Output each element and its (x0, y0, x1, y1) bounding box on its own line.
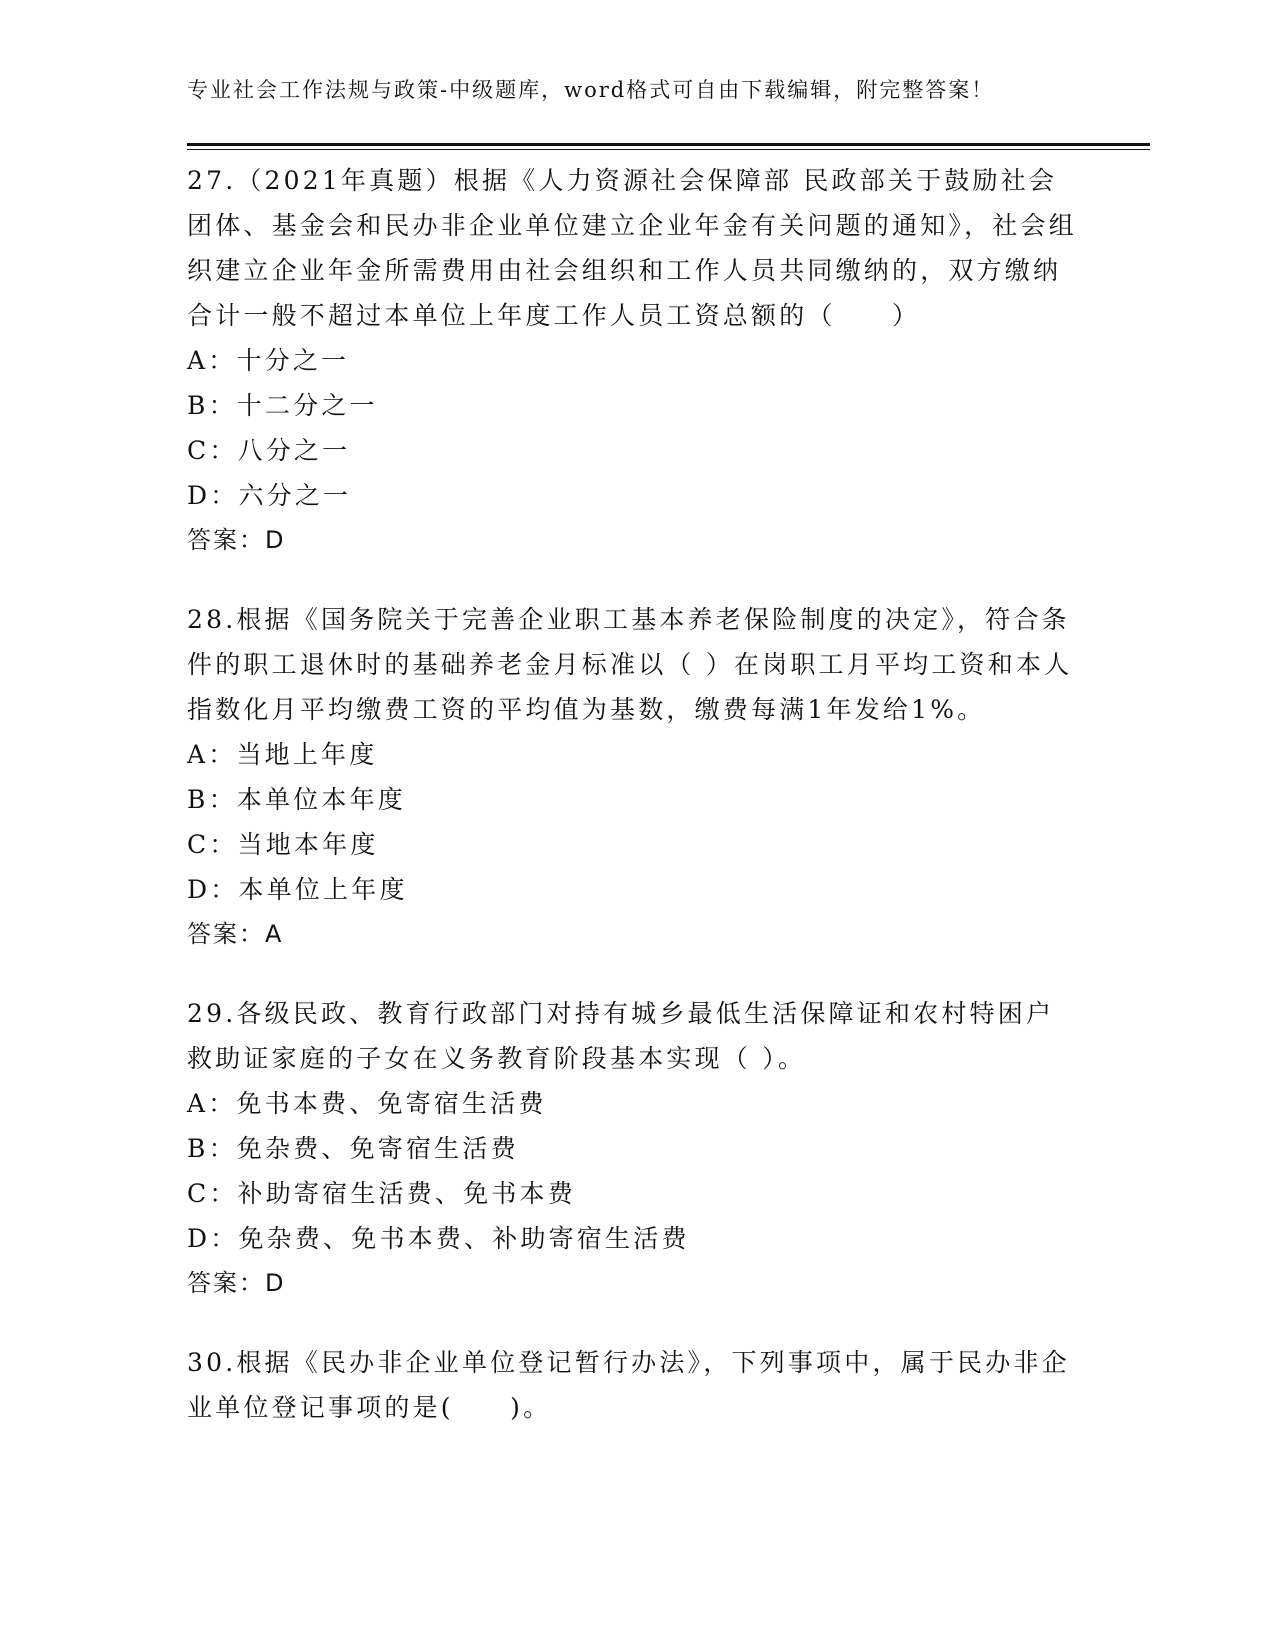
question-stem: 27.（2021年真题）根据《人力资源社会保障部 民政部关于鼓励社会团体、基金会和民办非企业单位建立企业年金有关问题的通知》，社会组织建立企业年金所需费用由社会组织和工作人员共同缴纳的，双方缴纳合计一般不超过本单位上年度工作人员工资总额的（ ） (187, 166, 1077, 330)
page-header: 专业社会工作法规与政策-中级题库，word格式可自由下载编辑，附完整答案！ (187, 78, 995, 102)
option-b: B：本单位本年度 (187, 785, 406, 814)
answer: 答案：A (187, 920, 284, 948)
question-27 (187, 158, 1077, 563)
question-28 (187, 597, 1077, 957)
option-d: D：六分之一 (187, 481, 352, 510)
option-a: A：当地上年度 (187, 740, 378, 769)
question-stem: 28.根据《国务院关于完善企业职工基本养老保险制度的决定》，符合条件的职工退休时的基础养老金月标准以（ ）在岗职工月平均工资和本人指数化月平均缴费工资的平均值为基数，缴费每满1年发给1%。 (187, 605, 1073, 724)
option-a: A：十分之一 (187, 346, 350, 375)
option-c: C：补助寄宿生活费、免书本费 (187, 1179, 576, 1208)
question-29 (187, 991, 1077, 1306)
option-c: C：当地本年度 (187, 830, 379, 859)
option-b: B：免杂费、免寄宿生活费 (187, 1134, 519, 1163)
question-30 (187, 1340, 1077, 1430)
option-d: D：免杂费、免书本费、补助寄宿生活费 (187, 1224, 690, 1253)
header-rule-thick (187, 143, 1150, 146)
option-d: D：本单位上年度 (187, 875, 408, 904)
answer: 答案：D (187, 526, 286, 554)
option-a: A：免书本费、免寄宿生活费 (187, 1089, 547, 1118)
question-stem: 30.根据《民办非企业单位登记暂行办法》，下列事项中，属于民办非企业单位登记事项的是( )。 (187, 1348, 1070, 1422)
option-c: C：八分之一 (187, 436, 351, 465)
question-list (187, 158, 1077, 1464)
question-stem: 29.各级民政、教育行政部门对持有城乡最低生活保障证和农村特困户救助证家庭的子女在义务教育阶段基本实现（ ）。 (187, 999, 1055, 1073)
answer: 答案：D (187, 1269, 286, 1297)
header-rule-thin (187, 149, 1150, 150)
option-b: B：十二分之一 (187, 391, 378, 420)
